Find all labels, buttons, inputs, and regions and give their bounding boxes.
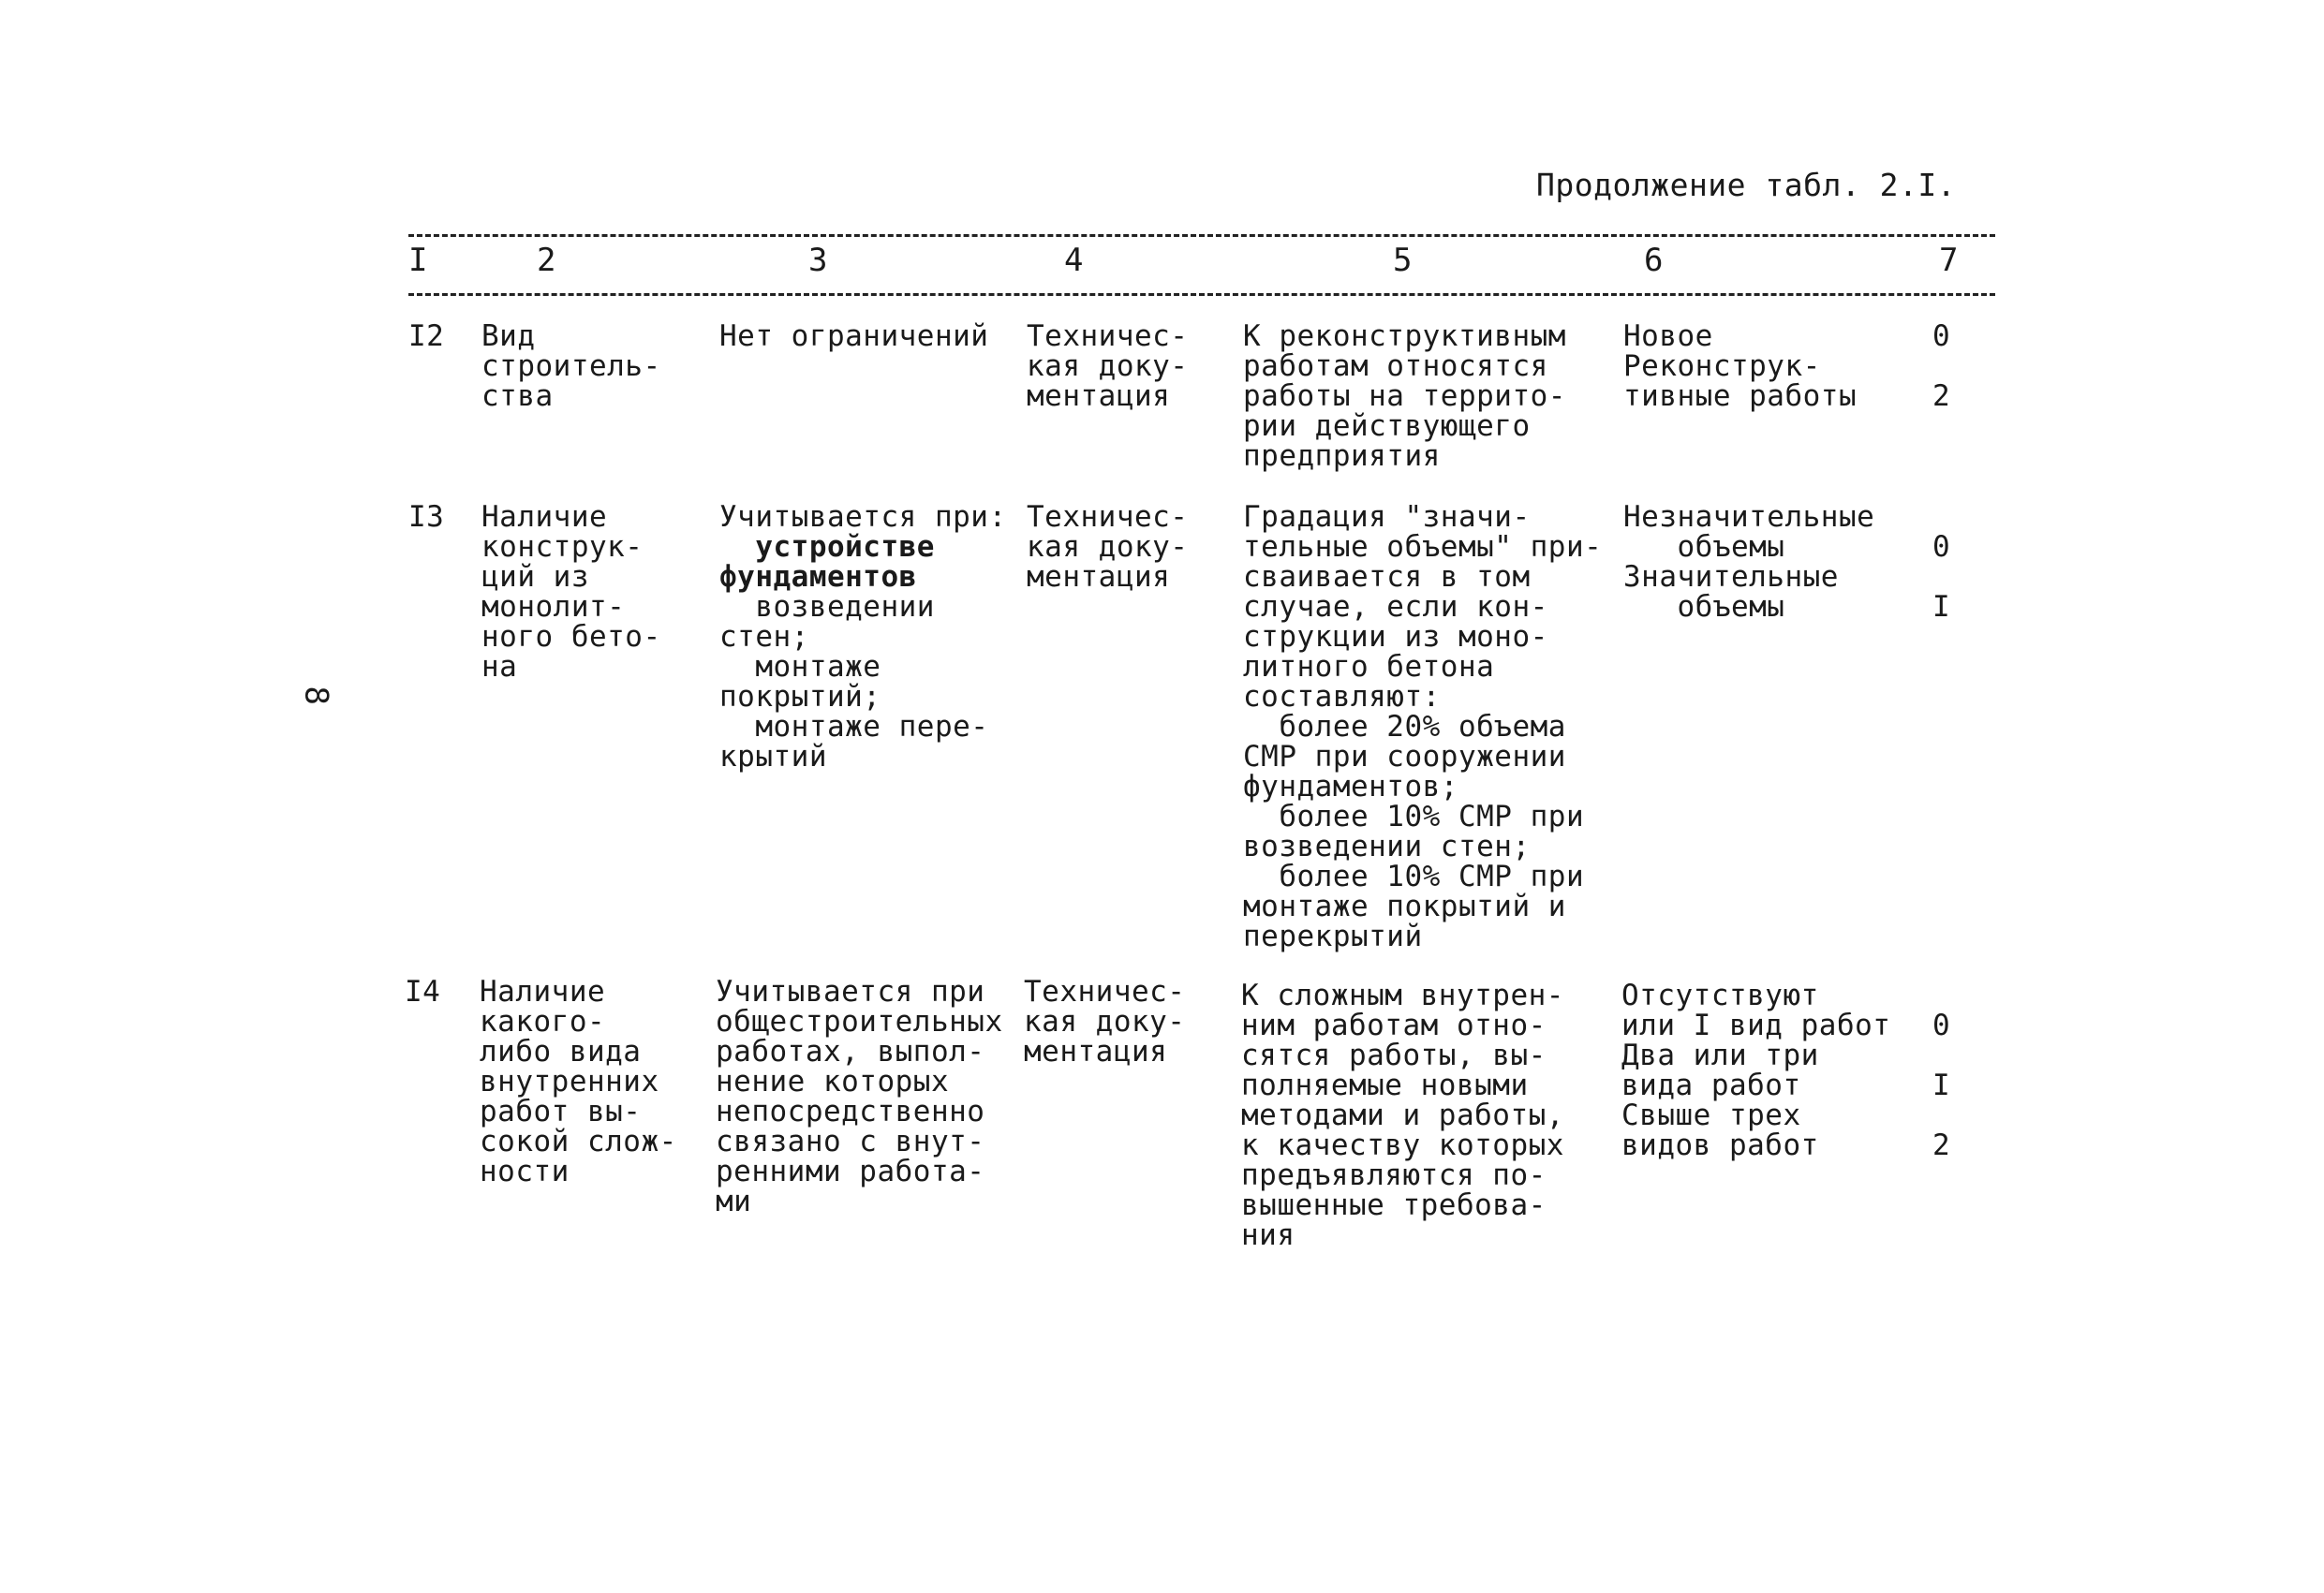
application-condition: Нет ограничений	[719, 319, 989, 353]
col-header-5: 5	[1393, 242, 1413, 279]
condition-list: возведении стен; монтаже покрытий; монтаже пере- крытий	[719, 590, 989, 774]
table-caption: Продолжение табл. 2.I.	[1536, 167, 1957, 203]
application-condition	[719, 502, 1007, 772]
information-source: Техничес- кая доку- ментация	[1027, 319, 1189, 413]
page-number: 8	[297, 686, 335, 706]
col-header-6: 6	[1644, 242, 1664, 279]
criterion-name: Наличие конструк- ций из монолит- ного бето- на	[481, 500, 661, 684]
col-header-4: 4	[1064, 242, 1084, 279]
score: 0 I	[1932, 530, 1951, 624]
gradation: Новое Реконструк- тивные работы	[1623, 319, 1858, 413]
header-top-rule	[408, 234, 1995, 237]
col-header-7: 7	[1939, 242, 1959, 279]
score: 0 I 2	[1932, 1009, 1951, 1162]
criterion-note: Градация "значи- тельные объемы" при- сваивается в том случае, если кон- струкции из моно- литного бетона составляют: более 20% объема СМР при сооружении фундаментов; более 10% СМР при возведении стен; более 10% СМР при монтаже покрытий и перекрытий	[1243, 500, 1603, 953]
application-condition: Учитывается при общестроительных работах, выпол- нение которых непосредственно связано с внут- ренними работа- ми	[716, 975, 1003, 1218]
score: 0 2	[1932, 319, 1951, 413]
information-source: Техничес- кая доку- ментация	[1024, 975, 1186, 1069]
col-header-3: 3	[808, 242, 828, 279]
col-header-2: 2	[537, 242, 556, 279]
row-number: I2	[408, 319, 445, 353]
gradation: Незначительные объемы Значительные объемы	[1623, 500, 1875, 624]
criterion-note: К сложным внутрен- ним работам отно- сятся работы, вы- полняемые новыми методами и работы, к качеству которых предъявляются по- вышенные требова- ния	[1241, 979, 1564, 1252]
col-header-1: I	[408, 242, 428, 279]
header-bottom-rule	[408, 293, 1995, 296]
condition-foundations: устройстве фундаментов	[719, 530, 935, 594]
condition-intro: Учитывается при:	[719, 500, 1007, 534]
gradation: Отсутствуют или I вид работ Два или три вида работ Свыше трех видов работ	[1621, 979, 1891, 1162]
criterion-name: Наличие какого- либо вида внутренних работ вы- сокой слож- ности	[480, 975, 677, 1188]
row-number: I4	[405, 975, 441, 1009]
criterion-name: Вид строитель- ства	[481, 319, 661, 413]
row-number: I3	[408, 500, 445, 534]
information-source: Техничес- кая доку- ментация	[1027, 500, 1189, 594]
criterion-note: К реконструктивным работам относятся работы на террито- рии действующего предприятия	[1243, 319, 1566, 473]
